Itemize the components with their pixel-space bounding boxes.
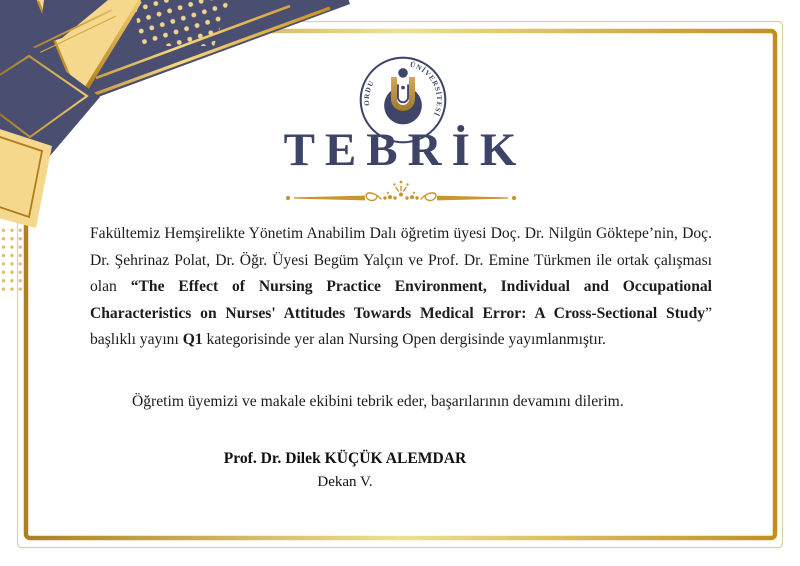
page-title: TEBRİK — [283, 124, 527, 176]
logo-arc-text-right: ÜNİVERSİTESİ — [408, 60, 444, 118]
announcement-paragraph: Fakültemiz Hemşirelikte Yönetim Anabilim Dalı öğretim üyesi Doç. Dr. Nilgün Göktepe’nin, Doç. Dr. Şehrinaz Polat, Dr. Öğr. Üyesi Begüm Yalçın ve Prof. Dr. Emine Türkmen ile ortak çalışması olan “The Effect of Nursing Practice Environment, Individual and Occupational Characteristics on Nurses' Attitudes Towards Medical Error: A Cross-Sectional Study” başlıklı yayını Q1 kategorisinde yer alan Nursing Open dergisinde yayımlanmıştır. — [90, 225, 713, 349]
ornamental-divider — [285, 178, 517, 214]
logo-arc-text-left: ORDU — [362, 78, 376, 107]
signatory-title: Dekan V. — [317, 474, 373, 490]
signatory-name: Prof. Dr. Dilek KÜÇÜK ALEMDAR — [223, 450, 467, 467]
signature-block — [95, 450, 595, 491]
congratulation-line: Öğretim üyemizi ve makale ekibini tebrik eder, başarılarının devamını dilerim. — [132, 393, 624, 410]
